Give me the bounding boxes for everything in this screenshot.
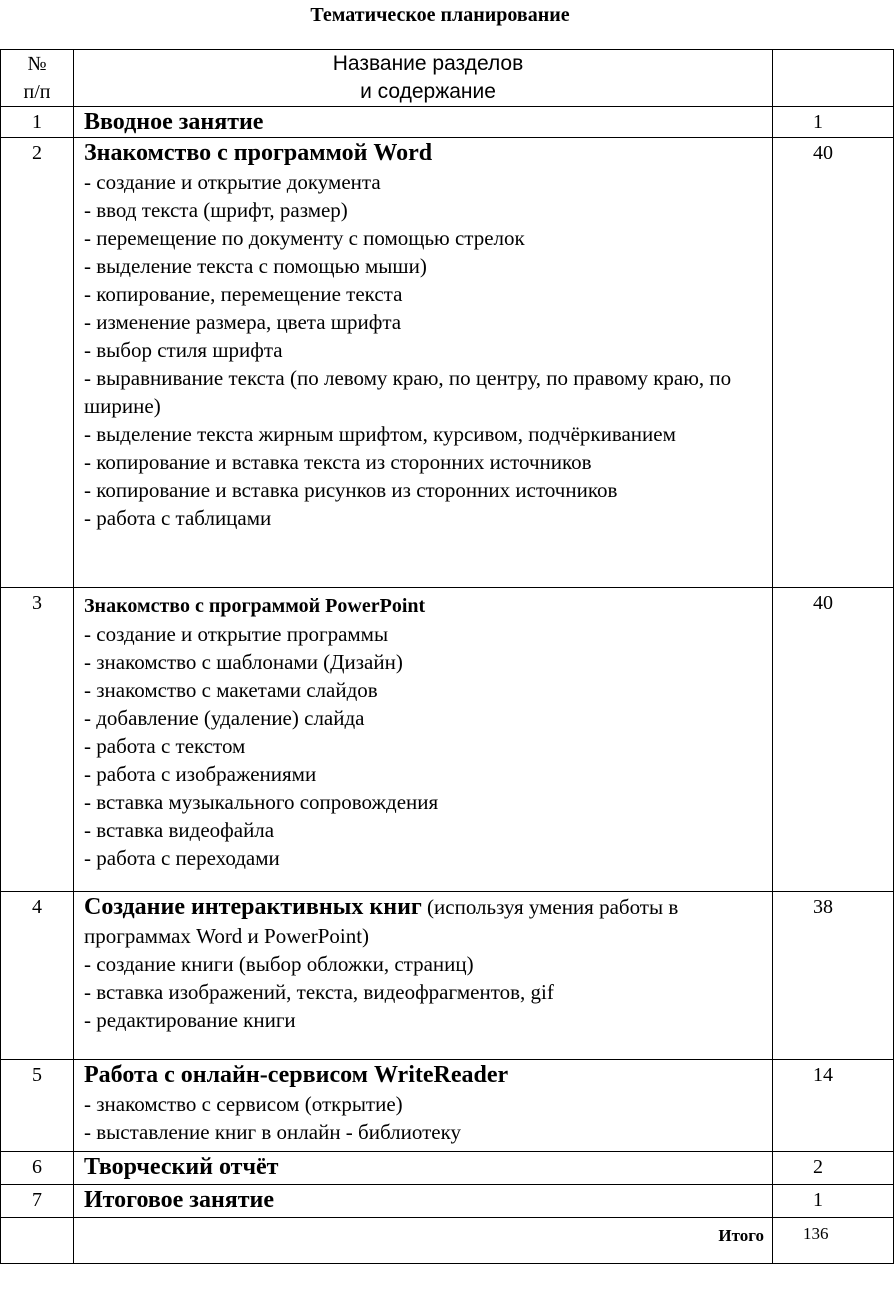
section-title: Вводное занятие (84, 109, 264, 135)
row-title-cell (74, 1152, 773, 1185)
list-item: - вставка изображений, текста, видеофрагментов, gif (84, 980, 554, 1004)
row-title-cell (74, 138, 773, 588)
list-item: - выравнивание текста (по левому краю, по центру, по правому краю, по ширине) (84, 366, 732, 418)
list-item: - изменение размера, цвета шрифта (84, 310, 402, 334)
row-title-cell (74, 892, 773, 1060)
list-item: - выделение текста с помощью мыши) (84, 254, 427, 278)
list-item: - создание и открытие документа (84, 170, 381, 194)
row-num-cell (1, 1060, 74, 1152)
total-row (1, 1218, 894, 1264)
row-num-cell (1, 138, 74, 588)
table-row (1, 588, 894, 892)
row-num: 6 (32, 1156, 42, 1178)
row-hours-cell (773, 892, 894, 1060)
header-title-cell (74, 50, 773, 107)
row-num: 1 (32, 111, 42, 133)
row-num: 4 (32, 896, 42, 918)
list-item: - создание и открытие программы (84, 622, 389, 646)
total-value: 136 (803, 1224, 829, 1243)
section-title: Итоговое занятие (84, 1187, 275, 1213)
header-hours-cell (773, 50, 894, 107)
list-item: - работа с изображениями (84, 762, 317, 786)
list-item: - выбор стиля шрифта (84, 338, 283, 362)
list-item: - копирование, перемещение текста (84, 282, 403, 306)
total-value-cell (773, 1218, 894, 1264)
row-title-cell (74, 1060, 773, 1152)
section-title: Творческий отчёт (84, 1154, 279, 1180)
header-title-line2: и содержание (360, 80, 496, 103)
table-row (1, 892, 894, 1060)
row-num: 7 (32, 1189, 42, 1211)
list-item: - работа с таблицами (84, 506, 272, 530)
row-num-cell (1, 1185, 74, 1218)
row-hours-cell (773, 107, 894, 138)
row-hours-cell (773, 1152, 894, 1185)
table-row (1, 1185, 894, 1218)
row-hours: 40 (813, 142, 833, 164)
row-hours-cell (773, 588, 894, 892)
row-num: 2 (32, 142, 42, 164)
list-item: - создание книги (выбор обложки, страниц) (84, 952, 474, 976)
planning-table (0, 49, 894, 1264)
section-title: Создание интерактивных книг (84, 894, 422, 920)
row-title-cell (74, 1185, 773, 1218)
section-heading (84, 892, 772, 950)
row-hours: 14 (813, 1064, 833, 1086)
header-num-cell (1, 50, 74, 107)
list-item: - копирование и вставка текста из сторонних источников (84, 450, 592, 474)
row-num-cell (1, 588, 74, 892)
row-hours: 38 (813, 896, 833, 918)
row-num: 3 (32, 592, 42, 614)
list-item: - работа с переходами (84, 846, 280, 870)
row-hours: 1 (813, 1189, 823, 1211)
list-item: - редактирование книги (84, 1008, 296, 1032)
section-title: Знакомство с программой PowerPoint (84, 595, 426, 617)
table-row (1, 138, 894, 588)
list-item: - знакомство с сервисом (открытие) (84, 1092, 403, 1116)
section-title: Знакомство с программой Word (84, 140, 433, 166)
total-label-text: Итого (718, 1226, 764, 1245)
list-item: - выделение текста жирным шрифтом, курсивом, подчёркиванием (84, 422, 676, 446)
total-label (74, 1218, 773, 1264)
section-note: (используя умения работы в программах Word и PowerPoint) (84, 895, 679, 948)
table-row (1, 1152, 894, 1185)
row-hours: 1 (813, 111, 823, 133)
list-item: - знакомство с шаблонами (Дизайн) (84, 650, 403, 674)
header-num-abbr: п/п (23, 81, 51, 103)
list-item: - вставка музыкального сопровождения (84, 790, 439, 814)
table-row (1, 107, 894, 138)
row-hours: 40 (813, 592, 833, 614)
table-header-row (1, 50, 894, 107)
row-title-cell (74, 588, 773, 892)
section-title: Работа с онлайн-сервисом WriteReader (84, 1062, 509, 1088)
total-num-cell (1, 1218, 74, 1264)
header-num-symbol: № (27, 53, 47, 75)
list-item: - работа с текстом (84, 734, 246, 758)
list-item: - вставка видеофайла (84, 818, 275, 842)
list-item: - добавление (удаление) слайда (84, 706, 365, 730)
row-hours: 2 (813, 1156, 823, 1178)
list-item: - ввод текста (шрифт, размер) (84, 198, 348, 222)
row-hours-cell (773, 138, 894, 588)
list-item: - знакомство с макетами слайдов (84, 678, 378, 702)
row-num-cell (1, 107, 74, 138)
row-num: 5 (32, 1064, 42, 1086)
row-hours-cell (773, 1060, 894, 1152)
list-item: - перемещение по документу с помощью стрелок (84, 226, 525, 250)
row-hours-cell (773, 1185, 894, 1218)
row-num-cell (1, 892, 74, 1060)
row-num-cell (1, 1152, 74, 1185)
row-title-cell (74, 107, 773, 138)
list-item: - копирование и вставка рисунков из сторонних источников (84, 478, 618, 502)
table-row (1, 1060, 894, 1152)
list-item: - выставление книг в онлайн - библиотеку (84, 1120, 461, 1144)
header-title-line1: Название разделов (332, 52, 524, 75)
page-title: Тематическое планирование (310, 4, 570, 26)
